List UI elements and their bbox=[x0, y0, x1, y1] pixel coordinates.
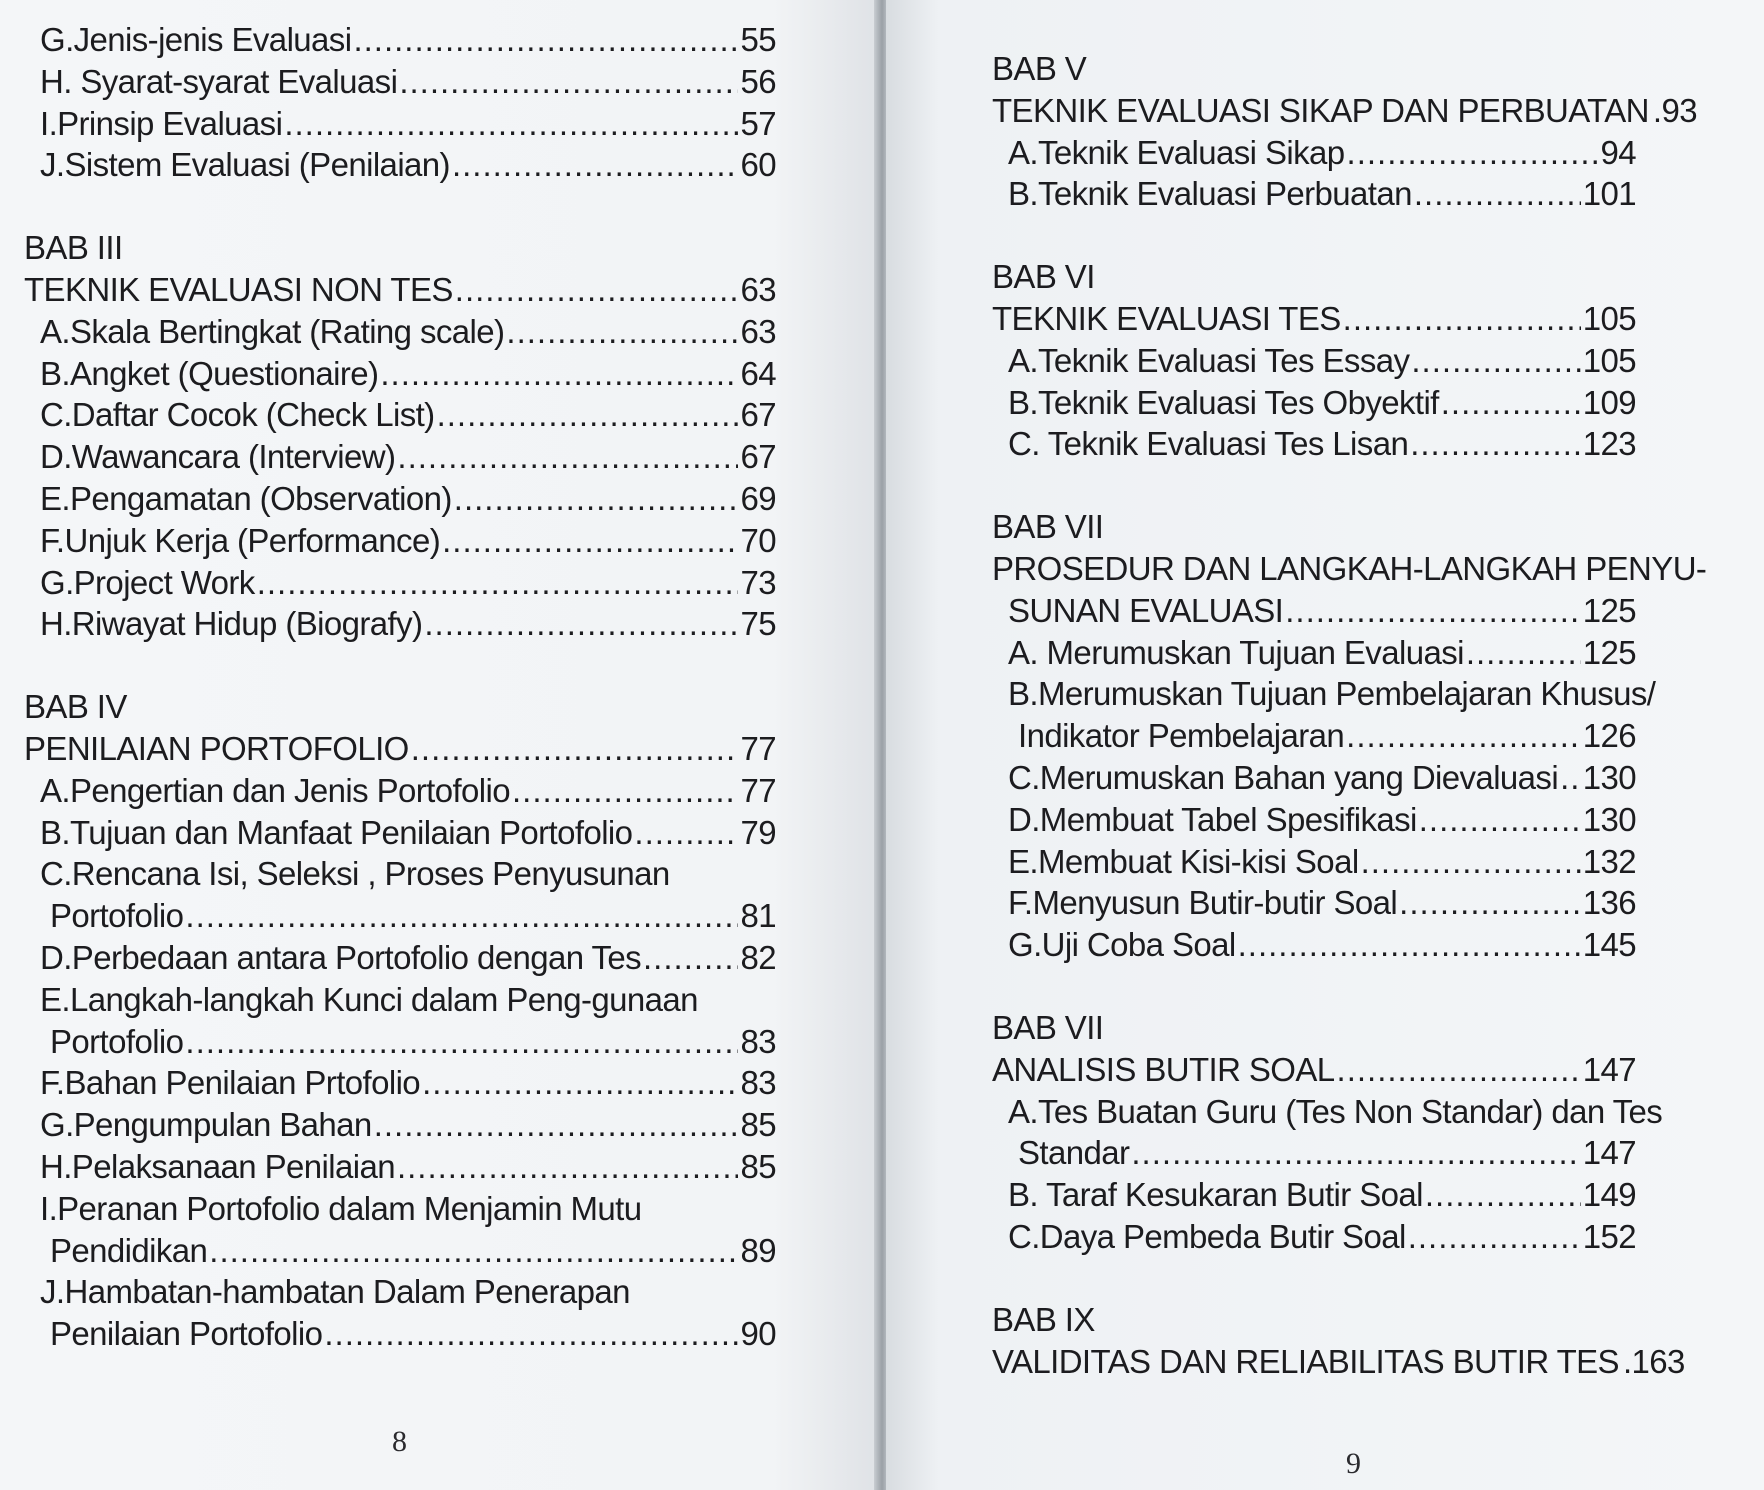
toc-entry-title: B.Teknik Evaluasi Perbuatan bbox=[1008, 175, 1412, 213]
toc-entry-title: VALIDITAS DAN RELIABILITAS BUTIR TES bbox=[992, 1342, 1619, 1380]
toc-page-number: 90 bbox=[740, 1315, 776, 1353]
dot-leader bbox=[1346, 715, 1581, 757]
dot-leader bbox=[634, 812, 738, 854]
toc-entry-line: E.Langkah-langkah Kunci dalam Peng-gunaan bbox=[40, 980, 698, 1018]
dot-leader bbox=[1131, 1132, 1580, 1174]
dot-leader bbox=[1560, 757, 1581, 799]
toc-entry-title: B.Angket (Questionaire) bbox=[40, 354, 379, 392]
toc-entry bbox=[24, 520, 776, 562]
toc-entry-title: A.Teknik Evaluasi Tes Essay bbox=[1008, 341, 1410, 379]
dot-leader bbox=[185, 895, 738, 937]
toc-page-number: 85 bbox=[740, 1106, 776, 1144]
toc-page-number: 77 bbox=[740, 729, 776, 767]
toc-page-number: 69 bbox=[740, 479, 776, 517]
toc-entry-title: C.Merumuskan Bahan yang Dievaluasi bbox=[1008, 758, 1559, 796]
chapter-label: BAB III bbox=[24, 229, 123, 267]
toc-entry-title: D.Membuat Tabel Spesifikasi bbox=[1008, 800, 1417, 838]
toc-page-number: 132 bbox=[1582, 842, 1636, 880]
dot-leader bbox=[422, 1062, 738, 1104]
dot-leader bbox=[1411, 340, 1580, 382]
toc-entry bbox=[992, 340, 1636, 382]
dot-leader bbox=[455, 269, 739, 311]
chapter-label: BAB VI bbox=[992, 258, 1095, 296]
toc-page-number: 105 bbox=[1582, 299, 1636, 337]
dot-leader bbox=[397, 436, 738, 478]
dot-leader bbox=[1361, 841, 1581, 883]
toc-entry bbox=[24, 478, 776, 520]
toc-entry bbox=[24, 103, 776, 145]
toc-entry-title: A.Teknik Evaluasi Sikap bbox=[1008, 133, 1345, 171]
toc-entry bbox=[992, 799, 1636, 841]
section-gap bbox=[992, 1258, 1636, 1299]
toc-entry bbox=[24, 394, 776, 436]
toc-entry-line: B.Merumuskan Tujuan Pembelajaran Khusus/ bbox=[1008, 675, 1656, 713]
toc-entry bbox=[24, 311, 776, 353]
dot-leader bbox=[643, 937, 738, 979]
toc-page-number: 125 bbox=[1582, 591, 1636, 629]
toc-page-number: 83 bbox=[740, 1064, 776, 1102]
toc-entry bbox=[24, 812, 776, 854]
toc-entry bbox=[24, 1062, 776, 1104]
chapter-label: BAB IX bbox=[992, 1300, 1095, 1338]
toc-entry bbox=[992, 173, 1636, 215]
toc-entry-title: F.Menyusun Butir-butir Soal bbox=[1008, 884, 1398, 922]
toc-entry bbox=[992, 924, 1636, 966]
toc-entry bbox=[992, 1216, 1636, 1258]
toc-entry bbox=[24, 1146, 776, 1188]
toc-page-number: 79 bbox=[740, 813, 776, 851]
toc-entry-title: F.Unjuk Kerja (Performance) bbox=[40, 521, 441, 559]
dot-leader bbox=[1343, 298, 1581, 340]
dot-leader bbox=[1414, 173, 1581, 215]
toc-entry-title: ANALISIS BUTIR SOAL bbox=[992, 1050, 1335, 1088]
toc-entry-title: F.Bahan Penilaian Prtofolio bbox=[40, 1064, 421, 1102]
toc-entry-title: TEKNIK EVALUASI SIKAP DAN PERBUATAN bbox=[992, 91, 1649, 129]
toc-entry bbox=[24, 353, 776, 395]
toc-entry-title: A.Skala Bertingkat (Rating scale) bbox=[40, 312, 505, 350]
dot-leader bbox=[411, 728, 739, 770]
toc-entry-title: Portofolio bbox=[50, 897, 184, 935]
left-page bbox=[0, 0, 878, 1490]
toc-page-number: 147 bbox=[1582, 1134, 1636, 1172]
toc-entry-title: D.Wawancara (Interview) bbox=[40, 438, 396, 476]
dot-leader bbox=[399, 61, 738, 103]
toc-entry-title: C.Daya Pembeda Butir Soal bbox=[1008, 1217, 1406, 1255]
dot-leader bbox=[257, 562, 739, 604]
toc-entry bbox=[24, 19, 776, 61]
chapter-title-entry bbox=[992, 1341, 1685, 1383]
toc-entry-title: C. Teknik Evaluasi Tes Lisan bbox=[1008, 425, 1409, 463]
toc-page-number: 123 bbox=[1582, 425, 1636, 463]
dot-leader bbox=[1347, 132, 1599, 174]
toc-page-number: 63 bbox=[740, 270, 776, 308]
dot-leader bbox=[1441, 382, 1581, 424]
dot-leader bbox=[185, 1021, 738, 1063]
toc-entry-title: D.Perbedaan antara Portofolio dengan Tes bbox=[40, 938, 642, 976]
toc-page-number: 85 bbox=[740, 1147, 776, 1185]
section-gap bbox=[992, 465, 1636, 506]
page-number-right: 9 bbox=[1346, 1447, 1361, 1480]
toc-entry-title: E.Pengamatan (Observation) bbox=[40, 479, 452, 517]
toc-entry-title: H. Syarat-syarat Evaluasi bbox=[40, 62, 398, 100]
dot-leader bbox=[284, 103, 738, 145]
dot-leader bbox=[324, 1313, 738, 1355]
toc-entry-line: C.Rencana Isi, Seleksi , Proses Penyusunan bbox=[40, 855, 670, 893]
dot-leader bbox=[424, 603, 738, 645]
toc-page-number: 152 bbox=[1582, 1217, 1636, 1255]
dot-leader bbox=[437, 394, 739, 436]
chapter-title-entry bbox=[992, 298, 1636, 340]
toc-left bbox=[24, 19, 776, 1355]
toc-entry-title: Standar bbox=[1018, 1134, 1130, 1172]
toc-entry-title: E.Membuat Kisi-kisi Soal bbox=[1008, 842, 1359, 880]
toc-entry-title: TEKNIK EVALUASI NON TES bbox=[24, 270, 453, 308]
toc-entry bbox=[24, 61, 776, 103]
toc-entry bbox=[24, 1021, 776, 1063]
dot-leader bbox=[1285, 590, 1580, 632]
toc-entry-title: C.Daftar Cocok (Check List) bbox=[40, 396, 435, 434]
toc-entry bbox=[992, 1132, 1636, 1174]
toc-entry bbox=[992, 1174, 1636, 1216]
toc-page-number: 67 bbox=[740, 396, 776, 434]
dot-leader bbox=[1410, 423, 1581, 465]
toc-entry-title: B.Tujuan dan Manfaat Penilaian Portofolio bbox=[40, 813, 633, 851]
toc-entry bbox=[24, 562, 776, 604]
toc-entry bbox=[992, 423, 1636, 465]
page-number-left: 8 bbox=[392, 1425, 407, 1458]
dot-leader bbox=[1408, 1216, 1581, 1258]
toc-entry-title: H.Riwayat Hidup (Biografy) bbox=[40, 605, 423, 643]
toc-entry-title: B.Teknik Evaluasi Tes Obyektif bbox=[1008, 383, 1439, 421]
toc-page-number: 94 bbox=[1600, 133, 1636, 171]
toc-entry-title: Portofolio bbox=[50, 1022, 184, 1060]
dot-leader bbox=[380, 353, 738, 395]
chapter-title-entry bbox=[992, 90, 1697, 132]
toc-entry bbox=[992, 590, 1636, 632]
toc-entry-line: A.Tes Buatan Guru (Tes Non Standar) dan Tes bbox=[1008, 1092, 1663, 1130]
toc-page-number: .163 bbox=[1622, 1342, 1685, 1380]
chapter-title-entry bbox=[992, 1049, 1636, 1091]
dot-leader bbox=[1337, 1049, 1581, 1091]
toc-page-number: 70 bbox=[740, 521, 776, 559]
toc-entry bbox=[24, 144, 776, 186]
toc-entry-title: B. Taraf Kesukaran Butir Soal bbox=[1008, 1176, 1423, 1214]
toc-entry-line: J.Hambatan-hambatan Dalam Penerapan bbox=[40, 1273, 630, 1311]
toc-page-number: 67 bbox=[740, 438, 776, 476]
toc-page-number: 73 bbox=[740, 563, 776, 601]
toc-entry-title: TEKNIK EVALUASI TES bbox=[992, 299, 1341, 337]
dot-leader bbox=[1419, 799, 1581, 841]
toc-entry bbox=[24, 895, 776, 937]
toc-page-number: 105 bbox=[1582, 341, 1636, 379]
toc-page-number: 136 bbox=[1582, 884, 1636, 922]
toc-entry-title: J.Sistem Evaluasi (Penilaian) bbox=[40, 146, 450, 184]
toc-entry bbox=[24, 436, 776, 478]
toc-page-number: 125 bbox=[1582, 633, 1636, 671]
toc-entry bbox=[24, 1230, 776, 1272]
chapter-title-entry bbox=[24, 728, 776, 770]
toc-entry-title: Indikator Pembelajaran bbox=[1018, 717, 1345, 755]
toc-entry bbox=[992, 632, 1636, 674]
toc-page-number: 56 bbox=[740, 62, 776, 100]
chapter-label: BAB IV bbox=[24, 688, 127, 726]
dot-leader bbox=[1399, 882, 1581, 924]
chapter-label: BAB V bbox=[992, 50, 1087, 87]
toc-entry-title: G.Pengumpulan Bahan bbox=[40, 1106, 372, 1144]
toc-entry bbox=[24, 1313, 776, 1355]
toc-entry-title: G.Project Work bbox=[40, 563, 255, 601]
toc-page-number: 83 bbox=[740, 1022, 776, 1060]
toc-entry bbox=[992, 382, 1636, 424]
dot-leader bbox=[454, 478, 739, 520]
toc-entry-title: PENILAIAN PORTOFOLIO bbox=[24, 729, 409, 767]
toc-page-number: 145 bbox=[1582, 926, 1636, 964]
right-page bbox=[886, 0, 1764, 1490]
chapter-label: BAB VII bbox=[992, 508, 1104, 546]
toc-entry-title: H.Pelaksanaan Penilaian bbox=[40, 1147, 395, 1185]
dot-leader bbox=[512, 770, 738, 812]
toc-entry bbox=[24, 770, 776, 812]
toc-entry-line: PROSEDUR DAN LANGKAH-LANGKAH PENYU- bbox=[992, 549, 1707, 587]
dot-leader bbox=[1238, 924, 1581, 966]
toc-entry-title: A.Pengertian dan Jenis Portofolio bbox=[40, 771, 511, 809]
toc-page-number: 82 bbox=[740, 938, 776, 976]
toc-entry bbox=[992, 882, 1636, 924]
toc-entry bbox=[24, 1104, 776, 1146]
section-gap bbox=[992, 966, 1636, 1007]
toc-page-number: 126 bbox=[1582, 717, 1636, 755]
toc-page-number: 130 bbox=[1582, 758, 1636, 796]
toc-entry-title: A. Merumuskan Tujuan Evaluasi bbox=[1008, 633, 1464, 671]
section-gap bbox=[992, 215, 1636, 256]
toc-entry-title: Penilaian Portofolio bbox=[50, 1315, 323, 1353]
toc-page-number: 55 bbox=[740, 21, 776, 58]
toc-page-number: 75 bbox=[740, 605, 776, 643]
dot-leader bbox=[1466, 632, 1581, 674]
toc-entry bbox=[992, 715, 1636, 757]
section-gap bbox=[24, 186, 776, 227]
toc-entry bbox=[24, 603, 776, 645]
dot-leader bbox=[397, 1146, 739, 1188]
toc-page-number: 57 bbox=[740, 104, 776, 142]
toc-page-number: 149 bbox=[1582, 1176, 1636, 1214]
toc-entry-title: Pendidikan bbox=[50, 1231, 208, 1269]
toc-entry bbox=[992, 757, 1636, 799]
chapter-label: BAB VII bbox=[992, 1008, 1104, 1046]
toc-entry bbox=[992, 841, 1636, 883]
section-gap bbox=[24, 645, 776, 686]
dot-leader bbox=[1425, 1174, 1581, 1216]
toc-page-number: 130 bbox=[1582, 800, 1636, 838]
dot-leader bbox=[374, 1104, 739, 1146]
toc-page-number: 63 bbox=[740, 312, 776, 350]
toc-page-number: 64 bbox=[740, 354, 776, 392]
toc-entry-title: SUNAN EVALUASI bbox=[1008, 591, 1284, 629]
toc-entry-title: G.Uji Coba Soal bbox=[1008, 926, 1236, 964]
dot-leader bbox=[452, 144, 739, 186]
dot-leader bbox=[442, 520, 738, 562]
toc-entry-line: I.Peranan Portofolio dalam Menjamin Mutu bbox=[40, 1189, 642, 1227]
dot-leader bbox=[506, 311, 738, 353]
toc-page-number: 109 bbox=[1582, 383, 1636, 421]
toc-entry bbox=[24, 937, 776, 979]
toc-page-number: 101 bbox=[1582, 175, 1636, 213]
toc-page-number: 77 bbox=[740, 771, 776, 809]
toc-page-number: 81 bbox=[740, 897, 776, 935]
toc-entry-title: G.Jenis-jenis Evaluasi bbox=[40, 21, 352, 58]
chapter-title-entry bbox=[24, 269, 776, 311]
toc-page-number: 89 bbox=[740, 1231, 776, 1269]
toc-page-number: 60 bbox=[740, 146, 776, 184]
toc-right bbox=[992, 48, 1707, 1382]
toc-page-number: 147 bbox=[1582, 1050, 1636, 1088]
toc-page-number: .93 bbox=[1652, 91, 1697, 129]
dot-leader bbox=[353, 19, 738, 61]
toc-entry bbox=[992, 132, 1636, 174]
dot-leader bbox=[209, 1230, 738, 1272]
toc-entry-title: I.Prinsip Evaluasi bbox=[40, 104, 283, 142]
